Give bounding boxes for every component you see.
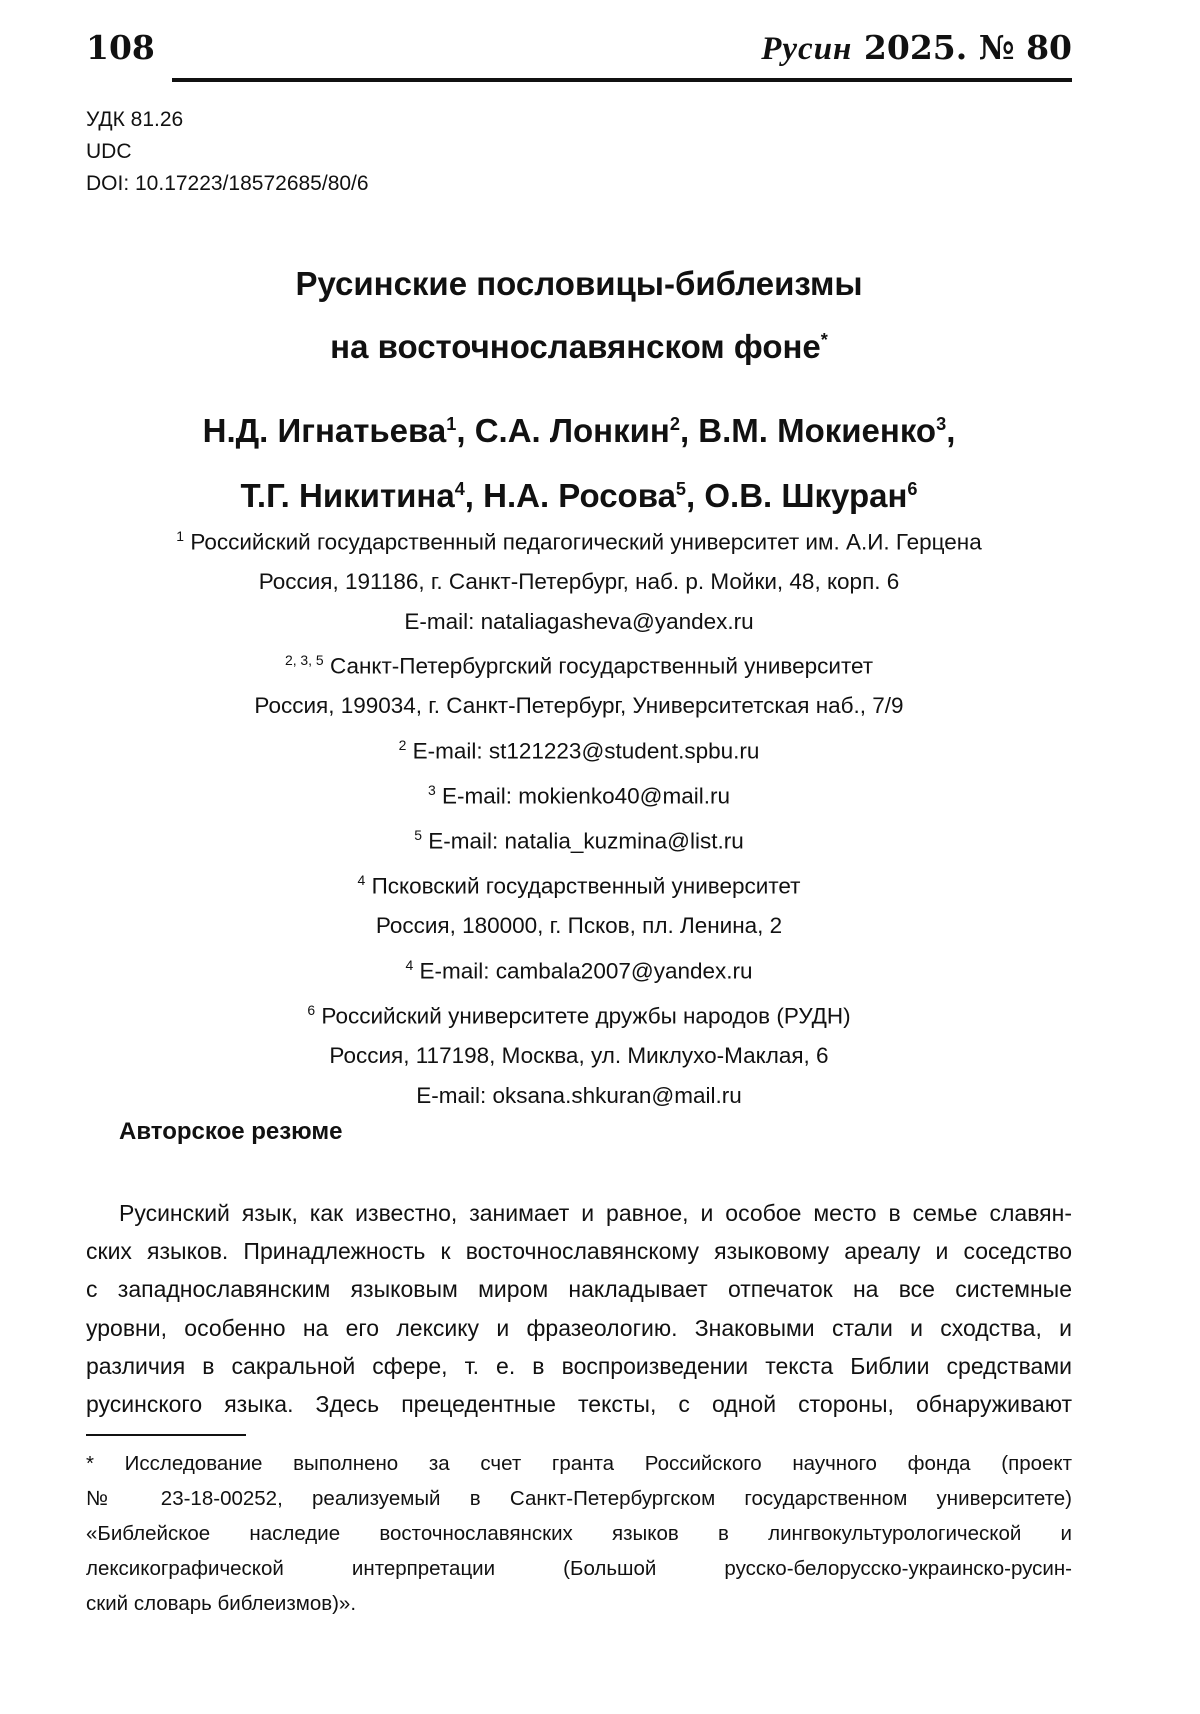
abstract-line: уровни, особенно на его лексику и фразеологию. Знаковыми стали и сходства, и: [86, 1314, 1072, 1341]
footnote-line: «Библейское наследие восточнославянских языков в лингвокультурологической и: [86, 1522, 1072, 1545]
footnote-line: ский словарь библеизмов)».: [86, 1592, 357, 1615]
journal-logo: Русин: [761, 31, 853, 67]
author-list: [86, 395, 1072, 525]
author: С.А. Лонкин: [474, 412, 670, 449]
page-number: 108: [86, 28, 155, 67]
affiliation-line: $^1$ Российский государственный педагогический университет им. А.И. Герцена: [176, 528, 982, 555]
authors-line-1: Н.Д. Игнатьева$^1$, С.А. Лонкин$^2$, В.М. Мокиенко$^3$,: [202, 412, 956, 449]
footnote-line: лексикографической интерпретации (Большой русско-белорусско-украинско-русин-: [86, 1557, 1072, 1580]
title-line-2: на восточнославянском фоне*: [330, 328, 828, 365]
abstract-line: Русинский язык, как известно, занимает и равное, и особое место в семье славян-: [119, 1200, 1072, 1226]
title-line-1: Русинские пословицы-библеизмы: [295, 265, 863, 302]
header-rule: [172, 78, 1072, 82]
journal-issue: 2025. № 80: [863, 28, 1072, 67]
abstract-line: с западнославянским языковым миром накладывает отпечаток на все системные: [86, 1276, 1072, 1303]
doi-code: DOI: 10.17223/18572685/80/6: [86, 172, 369, 195]
author: В.М. Мокиенко: [698, 412, 937, 449]
affiliation-email: E-mail: nataliagasheva@yandex.ru: [404, 608, 754, 634]
affiliation-line: Россия, 199034, г. Санкт-Петербург, Университетская наб., 7/9: [254, 693, 904, 719]
author: Н.Д. Игнатьева: [202, 412, 447, 449]
footnote-line: № 23-18-00252, реализуемый в Санкт-Петербургском государственном университете): [86, 1487, 1072, 1510]
abstract-text: [86, 1194, 1072, 1423]
abstract-line: различия в сакральной сфере, т. е. в воспроизведении текста Библии средствами: [86, 1352, 1072, 1379]
affiliation-line: $^6$ Российский университете дружбы народов (РУДН): [307, 1002, 851, 1029]
affiliation-email: $^5$ E-mail: natalia_kuzmina@list.ru: [414, 827, 744, 854]
title-footnote-mark: *: [820, 330, 828, 350]
journal-title: [761, 28, 1072, 68]
author: Т.Г. Никитина: [240, 477, 455, 514]
journal-page: [86, 0, 1072, 1714]
affiliation-email: $^3$ E-mail: mokienko40@mail.ru: [428, 782, 730, 809]
affiliation-line: Россия, 180000, г. Псков, пл. Ленина, 2: [375, 913, 783, 939]
affiliation-email: $^2$ E-mail: st121223@student.spbu.ru: [398, 736, 760, 764]
article-title: [86, 256, 1072, 375]
affiliations: [86, 517, 1072, 1115]
classification-codes: [86, 104, 369, 200]
running-head: [86, 26, 1072, 76]
affiliation-email: E-mail: oksana.shkuran@mail.ru: [416, 1082, 742, 1108]
affiliation-line: $^4$ Псковский государственный университет: [357, 872, 801, 899]
author: О.В. Шкуран: [704, 477, 908, 514]
footnote-rule: [86, 1434, 246, 1436]
affiliation-line: Россия, 191186, г. Санкт-Петербург, наб. р. Мойки, 48, корп. 6: [258, 569, 900, 595]
section-heading-resume: Авторское резюме: [119, 1118, 343, 1145]
abstract-line: ских языков. Принадлежность к восточнославянскому языковому ареалу и соседство: [86, 1238, 1072, 1265]
udc-code: UDC: [86, 140, 132, 163]
abstract-line: русинского языка. Здесь прецедентные тексты, с одной стороны, обнаруживают: [86, 1391, 1072, 1418]
affiliation-line: Россия, 117198, Москва, ул. Миклухо-Маклая, 6: [329, 1043, 829, 1069]
footnote-line: * Исследование выполнено за счет гранта Российского научного фонда (проект: [86, 1452, 1072, 1475]
affiliation-email: $^4$ E-mail: cambala2007@yandex.ru: [405, 956, 753, 984]
authors-line-2: Т.Г. Никитина$^4$, Н.А. Росова$^5$, О.В. Шкуран$^6$: [240, 477, 918, 514]
author: Н.А. Росова: [483, 477, 676, 514]
footnote: [86, 1446, 1072, 1621]
affiliation-line: $^{2, 3, 5}$ Санкт-Петербургский государственный университет: [284, 652, 874, 679]
udk-code: УДК 81.26: [86, 108, 184, 131]
